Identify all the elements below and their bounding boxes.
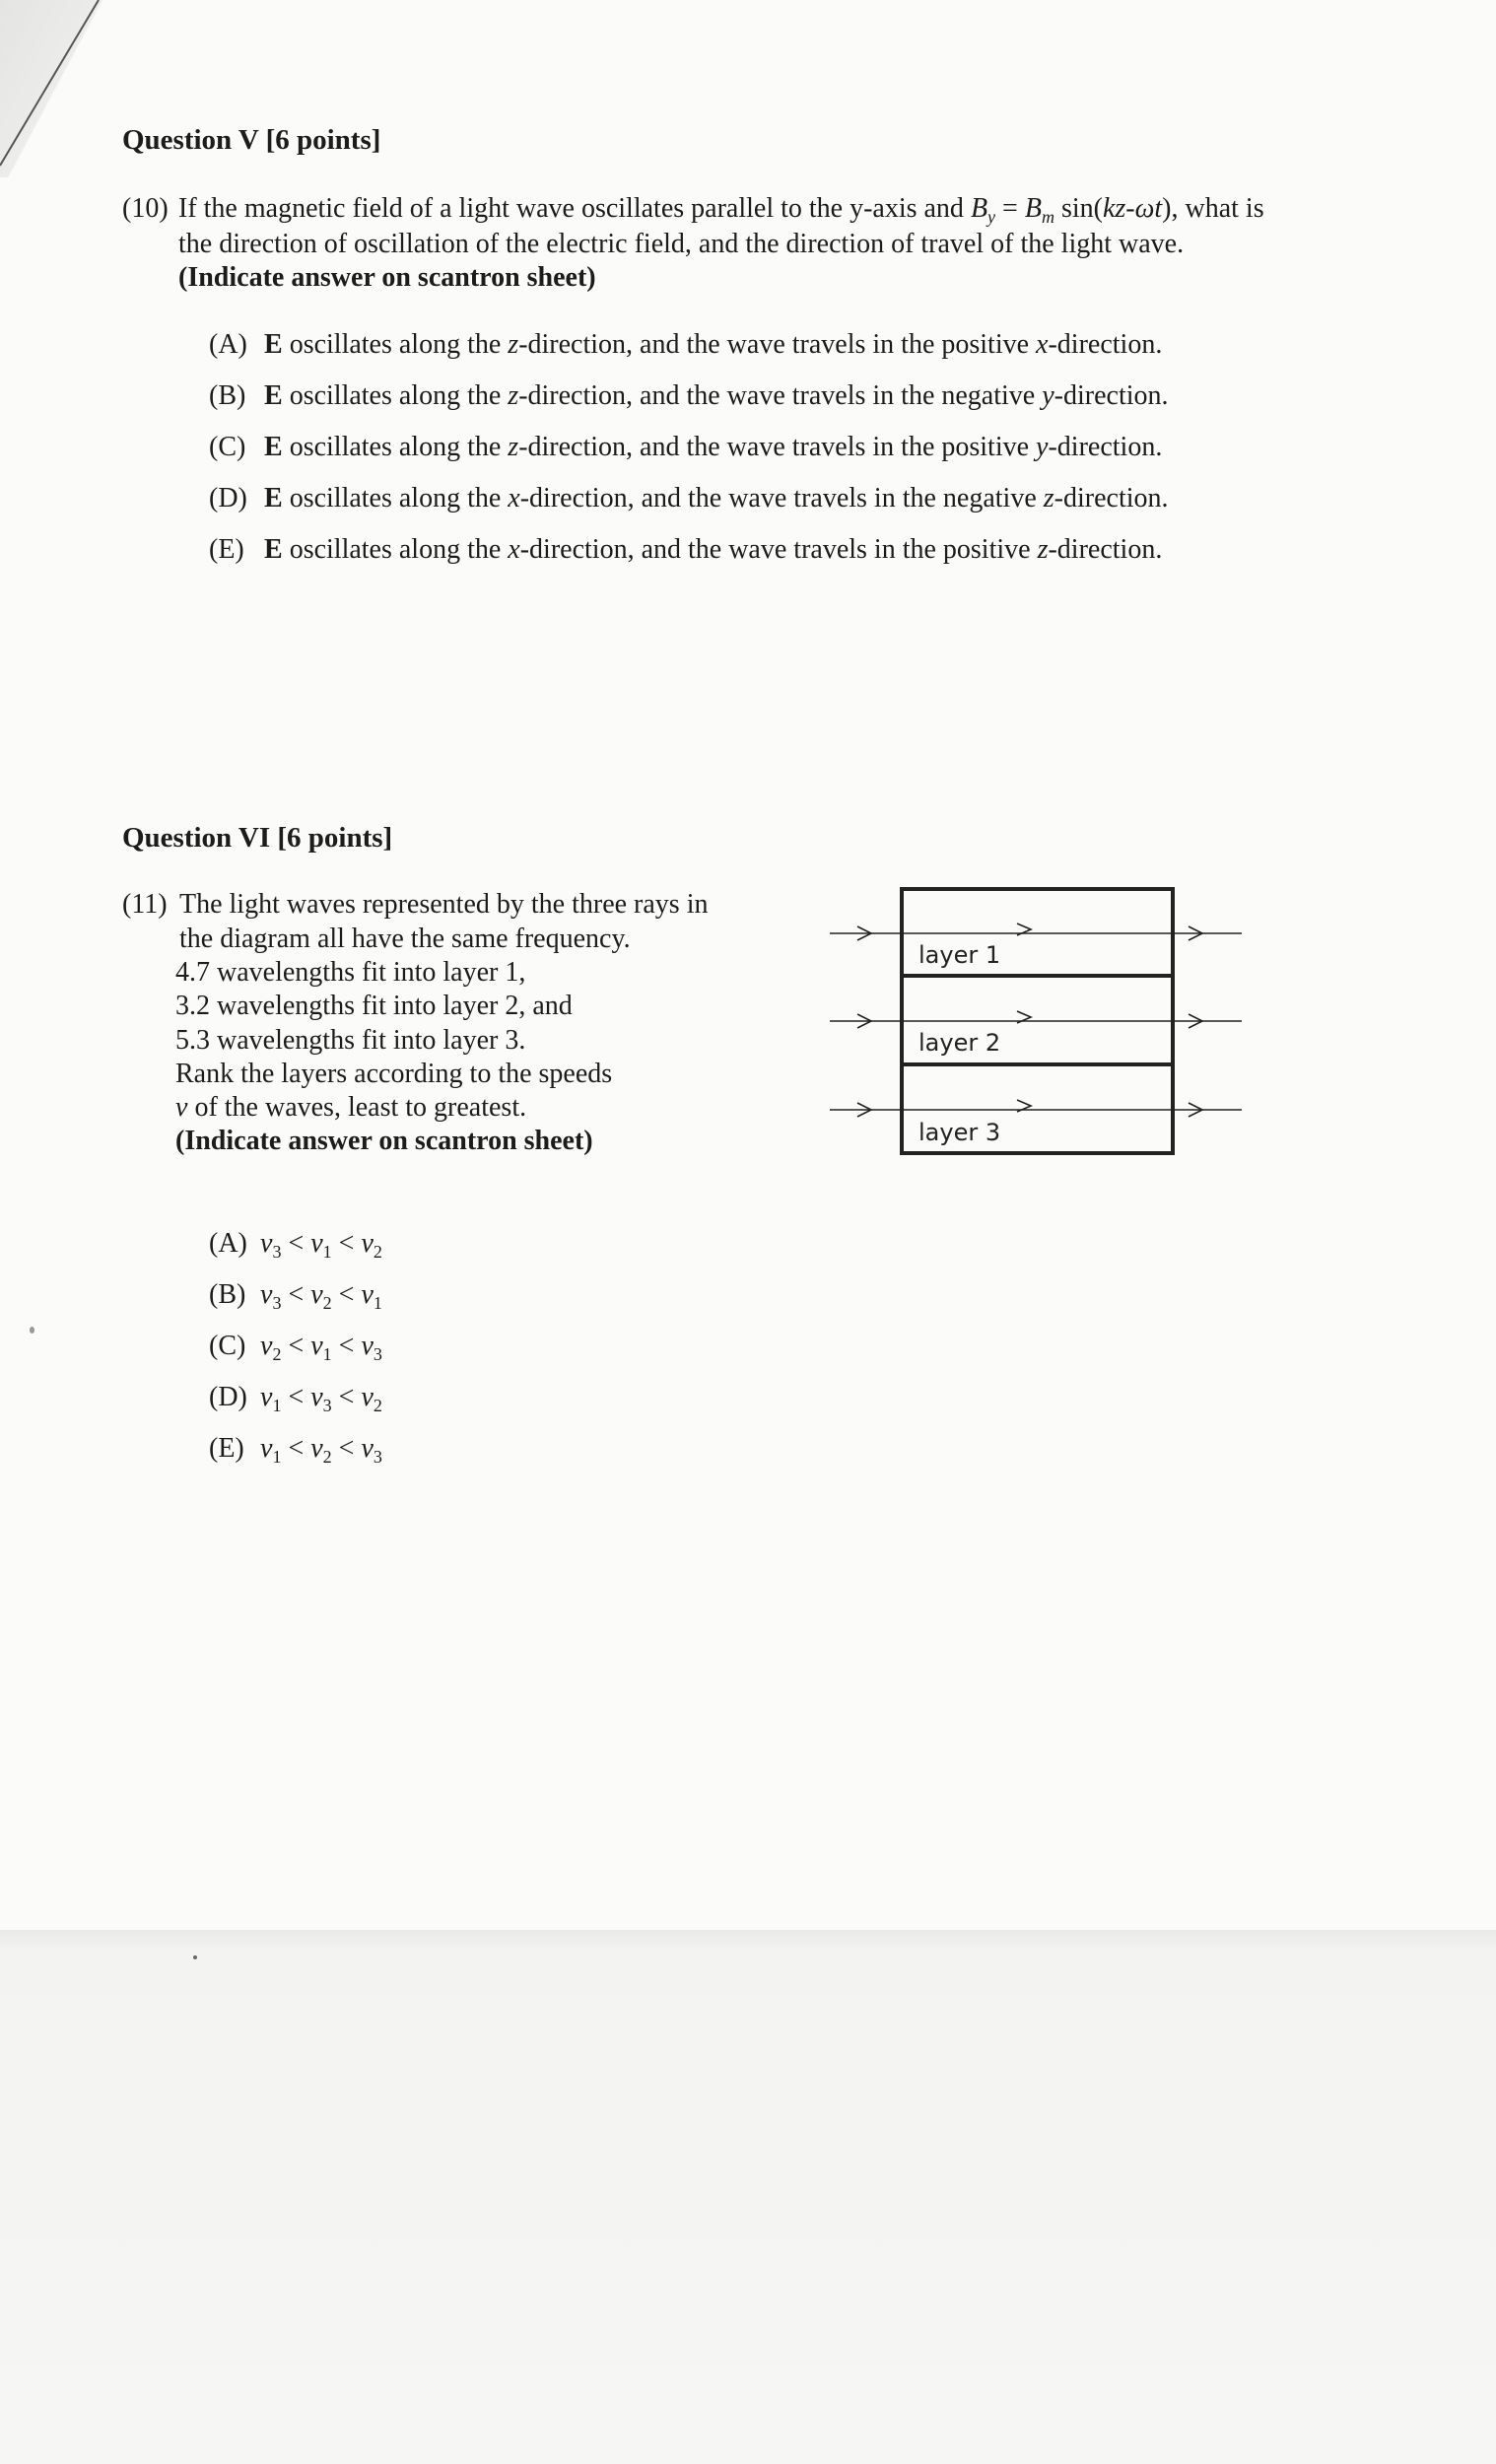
question-10-number: (10): [122, 193, 169, 224]
question-11-option-b: (B) $v_3 < v_2 < v_1$: [209, 1279, 382, 1313]
question-6-heading: Question VI [6 points]: [122, 822, 393, 854]
question-10-option-a: (A) E oscillates along the z-direction, and the wave travels in the positive x-direction.: [209, 329, 1163, 360]
scan-corner-edge: [0, 0, 118, 177]
question-11-option-a: (A) $v_3 < v_1 < v_2$: [209, 1228, 382, 1262]
layer-2-label: layer 2: [918, 1029, 1001, 1057]
question-10-stem-line2: the direction of oscillation of the electric field, and the direction of travel of the light wave.: [178, 229, 1185, 259]
question-11-line4: 3.2 wavelengths fit into layer 2, and: [175, 991, 573, 1021]
layer-3-label: layer 3: [918, 1119, 1001, 1146]
scan-speck: [193, 1955, 197, 1959]
question-11-line3: 4.7 wavelengths fit into layer 1,: [175, 957, 526, 988]
question-5-heading: Question V [6 points]: [122, 124, 381, 156]
question-11-line6: Rank the layers according to the speeds: [175, 1059, 613, 1089]
question-11-line5: 5.3 wavelengths fit into layer 3.: [175, 1025, 526, 1056]
question-11-option-d: (D) $v_1 < v_3 < v_2$: [209, 1382, 382, 1415]
layer-1-label: layer 1: [918, 941, 1001, 969]
question-10-option-d: (D) E oscillates along the x-direction, and the wave travels in the negative z-direction.: [209, 483, 1169, 513]
question-11-option-c: (C) $v_2 < v_1 < v_3$: [209, 1331, 382, 1364]
question-10-option-e: (E) E oscillates along the x-direction, and the wave travels in the positive z-direction.: [209, 534, 1163, 565]
question-10-instruction: (Indicate answer on scantron sheet): [178, 262, 596, 293]
question-11-line1: The light waves represented by the three rays in: [179, 889, 709, 920]
question-11-line2: the diagram all have the same frequency.: [179, 924, 631, 954]
question-10-option-c: (C) E oscillates along the z-direction, and the wave travels in the positive y-direction.: [209, 432, 1163, 462]
scan-bottom-band: [0, 1930, 1496, 2464]
question-11-option-e: (E) $v_1 < v_2 < v_3$: [209, 1433, 382, 1467]
question-11-line7: v of the waves, least to greatest.: [175, 1092, 527, 1123]
layer-diagram: [828, 877, 1261, 1163]
question-11-instruction: (Indicate answer on scantron sheet): [175, 1126, 593, 1156]
scan-speck: [30, 1327, 34, 1334]
question-10-stem-line1: If the magnetic field of a light wave oscillates parallel to the y-axis and $B_y = B_m$ sin(kz-ωt), what is: [178, 193, 1264, 227]
question-10-option-b: (B) E oscillates along the z-direction, and the wave travels in the negative y-direction.: [209, 380, 1169, 411]
question-11-number: (11): [122, 889, 168, 920]
